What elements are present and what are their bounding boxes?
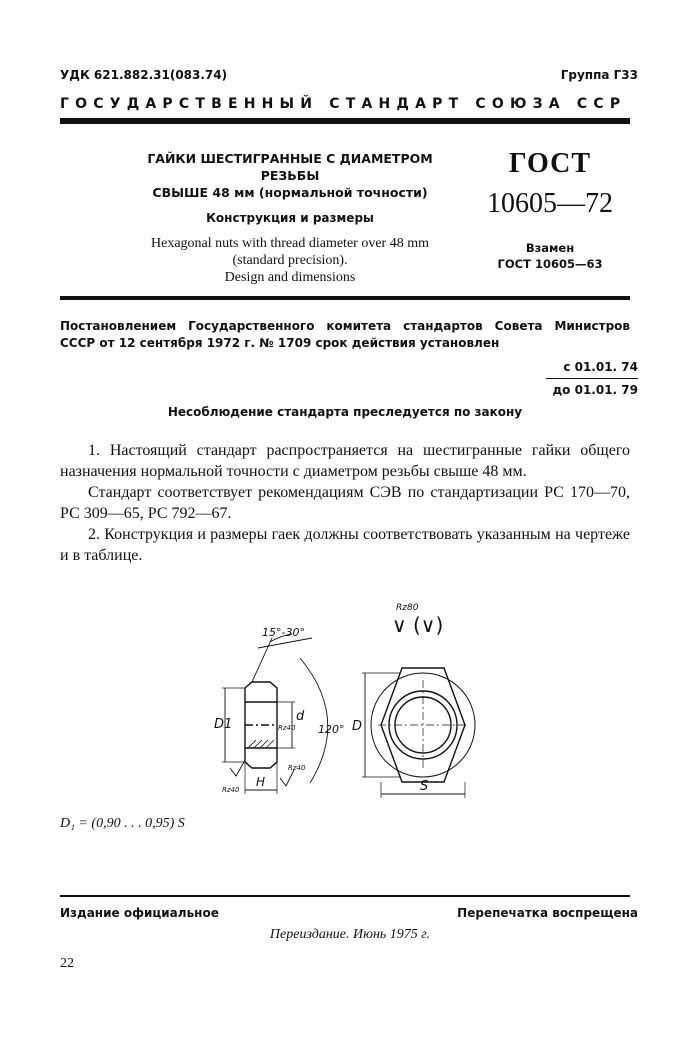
title-en-line3: Design and dimensions xyxy=(224,270,356,285)
title-ru-line1: ГАЙКИ ШЕСТИГРАННЫЕ С ДИАМЕТРОМ РЕЗЬБЫ xyxy=(147,151,433,183)
angle-120-label: 120° xyxy=(318,723,345,736)
gost-number: 10605—72 xyxy=(487,188,613,219)
replaces-note xyxy=(470,240,630,272)
paragraph-1: 1. Настоящий стандарт распространяется на шестигранные гайки общего назначения нормальной точности с диаметром резьбы свыше 48 мм. xyxy=(60,442,630,480)
paragraph-2: Стандарт соответствует рекомендациям СЭВ по стандартизации РС 170—70, РС 309—65, РС 792—67. xyxy=(60,484,630,522)
title-ru-subtitle: Конструкция и размеры xyxy=(206,211,374,225)
replaces-label: Взамен xyxy=(525,241,575,255)
rz80-label: Rz80 xyxy=(396,603,419,613)
roughness-symbol: ∨ (∨) xyxy=(392,613,444,637)
state-standard-heading: ГОСУДАРСТВЕННЫЙ СТАНДАРТ СОЮЗА ССР xyxy=(60,96,627,112)
valid-to: до 01.01. 79 xyxy=(546,378,638,401)
rz40-right-label: Rz40 xyxy=(288,764,306,772)
title-block xyxy=(140,150,440,286)
udk-code: УДК 621.882.31(083.74) xyxy=(60,68,228,82)
d1-label: D1 xyxy=(214,717,233,732)
rz40-inner-label: Rz40 xyxy=(278,724,296,732)
valid-from: с 01.01. 74 xyxy=(563,360,638,374)
title-ru-line2: СВЫШЕ 48 мм (нормальной точности) xyxy=(152,185,428,200)
reissue-note: Переиздание. Июнь 1975 г. xyxy=(269,927,431,942)
validity-dates xyxy=(546,356,638,401)
title-rule xyxy=(60,296,630,300)
nut-drawing xyxy=(200,598,500,808)
legal-notice: Несоблюдение стандарта преследуется по закону xyxy=(167,405,523,419)
official-edition-label: Издание официальное xyxy=(60,906,219,920)
rz40-left-label: Rz40 xyxy=(222,786,240,794)
angle-label: 15°-30° xyxy=(262,626,305,639)
d-outer-label: D xyxy=(352,719,363,734)
title-en-line1: Hexagonal nuts with thread diameter over 48 mm xyxy=(151,236,429,251)
group-code: Группа Г33 xyxy=(560,68,638,82)
resolution-text: Постановлением Государственного комитета стандартов Совета Министров СССР от 12 сентября 1972 г. № 1709 срок действия установлен xyxy=(60,319,630,350)
body-text xyxy=(60,440,630,566)
paragraph-3: 2. Конструкция и размеры гаек должны соответствовать указанным на чертеже и в таблице. xyxy=(60,526,630,564)
gost-block xyxy=(470,148,630,272)
reprint-prohibited-label: Перепечатка воспрещена xyxy=(457,906,638,920)
title-en xyxy=(140,235,440,286)
page-number: 22 xyxy=(60,956,74,971)
d-label: d xyxy=(296,709,305,724)
footer-rule xyxy=(60,895,630,897)
gost-word: ГОСТ xyxy=(508,148,592,179)
h-label: H xyxy=(256,775,266,789)
s-label: S xyxy=(420,779,429,794)
title-en-line2: (standard precision). xyxy=(232,253,348,268)
d1-formula: D₁ = (0,90 . . . 0,95) S xyxy=(60,816,185,831)
header-rule xyxy=(60,118,630,124)
replaces-value: ГОСТ 10605—63 xyxy=(497,257,603,271)
